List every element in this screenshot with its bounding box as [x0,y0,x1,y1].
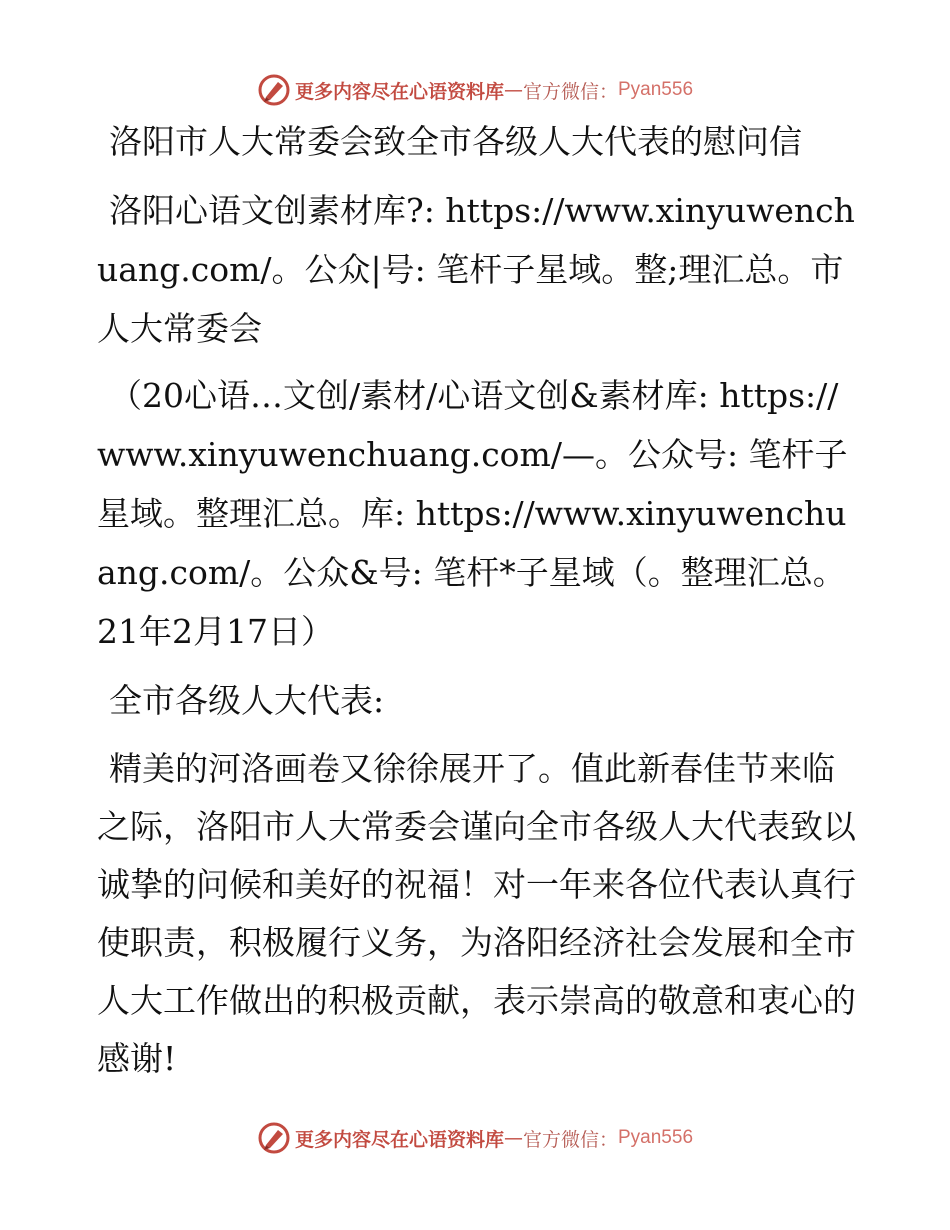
salutation: 全市各级人大代表: [109,681,385,720]
source-paragraph-2: （20心语…文创/素材/心语文创&素材库: https://www.xinyuwenchuang.com/—。公众号: 笔杆子星域。整理汇总。库: https://www.xinyuwenchuang.com/。公众&号: 笔杆*子星域（。整理汇总。21年2月17日） [97,376,848,651]
banner-lead-text: 更多内容尽在心语资料库 [294,80,504,103]
banner-separator: — [503,79,523,101]
document-title: 洛阳市人大常委会致全市各级人大代表的慰问信 [109,122,802,161]
footer-watermark-banner [0,1118,950,1158]
header-watermark-banner [0,70,950,110]
banner-wechat-label: 官方微信： [522,80,618,103]
banner-lead-text: 更多内容尽在心语资料库 [294,1128,504,1151]
banner-separator: — [503,1127,523,1149]
letter-body-paragraph: 精美的河洛画卷又徐徐展开了。值此新春佳节来临之际，洛阳市人大常委会谨向全市各级人大代表致以诚挚的问候和美好的祝福！对一年来各位代表认真行使职责，积极履行义务，为洛阳经济社会发展和全市人大工作做出的积极贡献，表示崇高的敬意和衷心的感谢! [97,749,856,1078]
document-body [97,112,857,1098]
banner-wechat-id: Pyan556 [618,79,694,100]
pen-logo-icon [257,1121,291,1155]
banner-wechat-label: 官方微信： [522,1128,618,1151]
pen-logo-icon [257,73,291,107]
source-paragraph-1: 洛阳心语文创素材库?: https://www.xinyuwenchuang.com/。公众|号: 笔杆子星域。整;理汇总。市人大常委会 [97,191,855,348]
banner-wechat-id: Pyan556 [618,1127,694,1148]
